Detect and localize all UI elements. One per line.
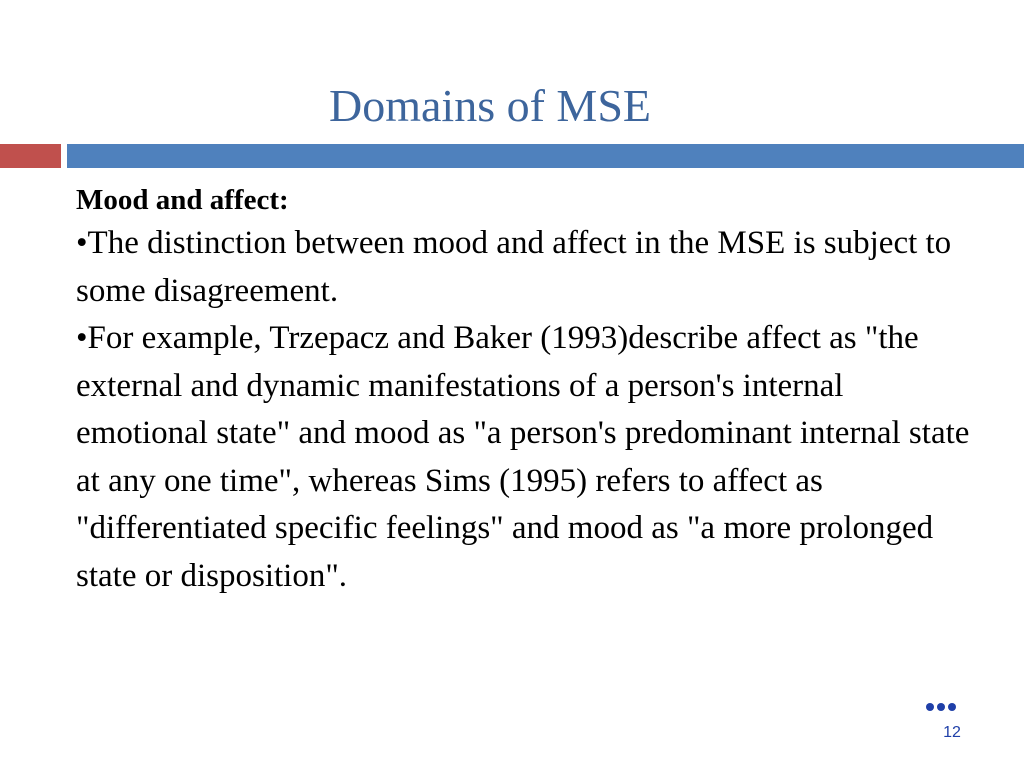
ellipsis-icon	[926, 703, 956, 711]
slide-body	[76, 180, 976, 600]
bullet-paragraph-2: •For example, Trzepacz and Baker (1993)describe affect as "the external and dynamic manifestations of a person's internal emotional state" and mood as "a person's predominant internal state at any one time", whereas Sims (1995) refers to affect as "differentiated specific feelings" and mood as "a more prolonged state or disposition".	[76, 320, 970, 594]
section-heading: Mood and affect:	[76, 184, 289, 216]
dot	[948, 703, 956, 711]
bullet-paragraph-1: •The distinction between mood and affect in the MSE is subject to some disagreement.	[76, 225, 952, 309]
slide-title: Domains of MSE	[329, 80, 651, 131]
page-number: 12	[943, 724, 961, 741]
accent-bar-red	[0, 144, 61, 168]
accent-bar-blue	[67, 144, 1024, 168]
dot	[926, 703, 934, 711]
dot	[937, 703, 945, 711]
